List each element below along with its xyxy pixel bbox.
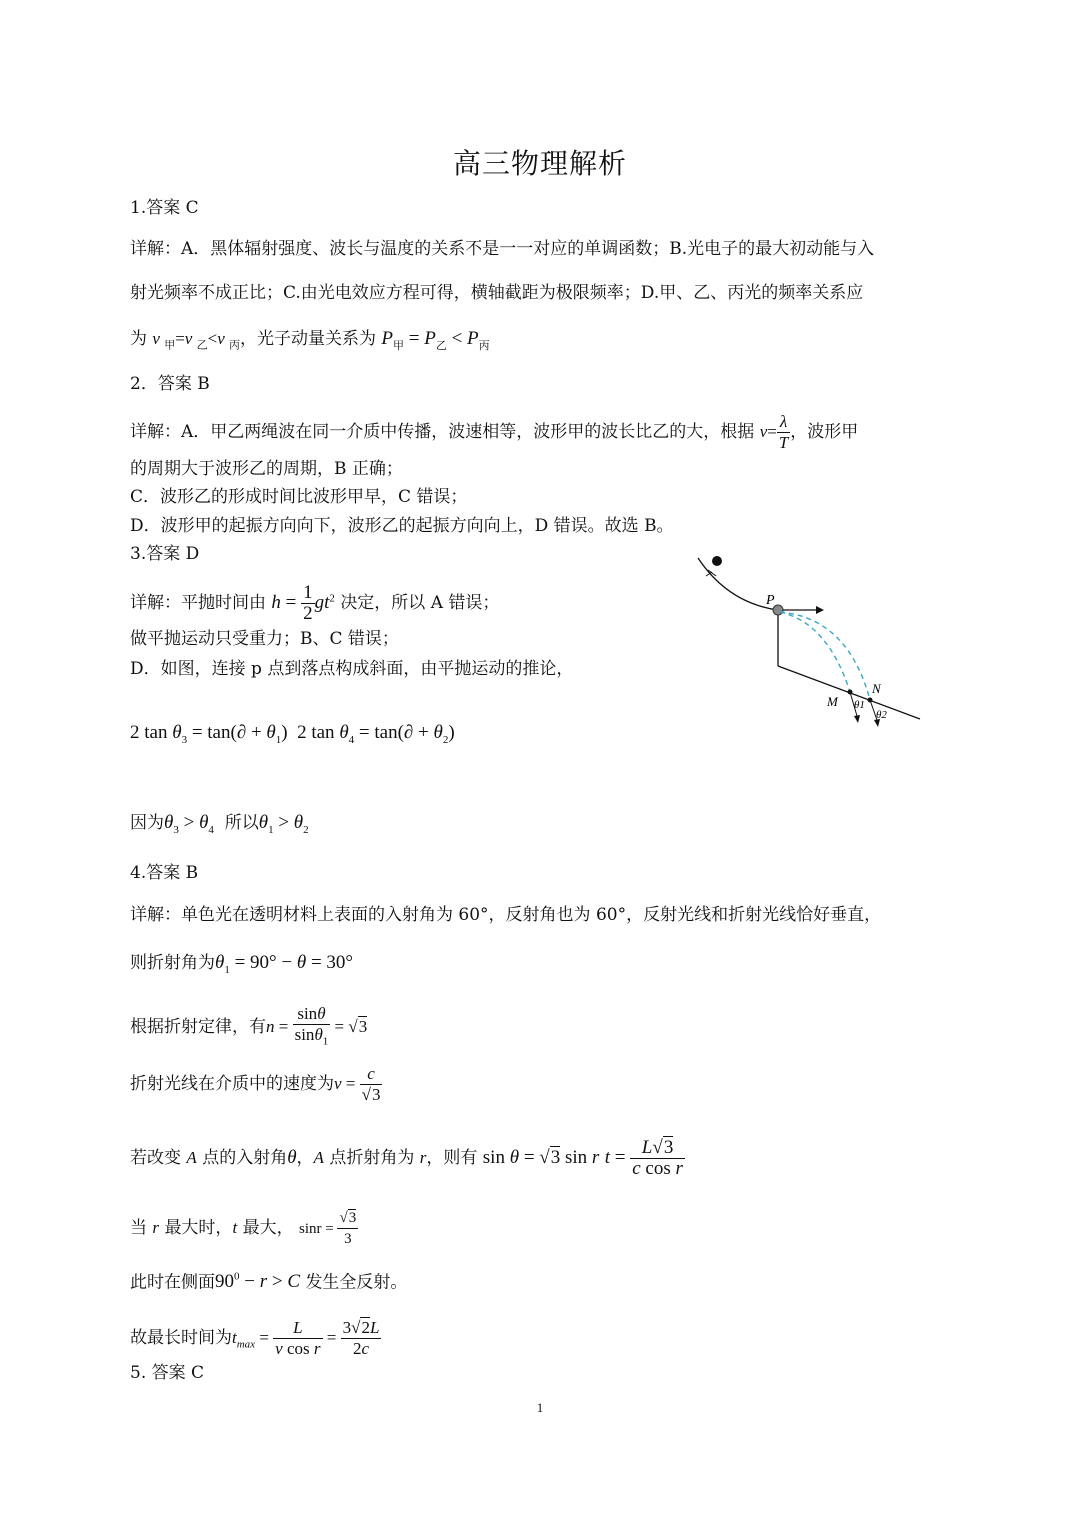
q4-tmax-fraction-2: $\frac{3√2L}{2c}$ [342, 1318, 380, 1358]
q1-line-3-prefix: 为 [130, 329, 147, 349]
q4-line-2-text: 则折射角为 [130, 953, 215, 973]
q4-line-1: 详解：单色光在透明材料上表面的入射角为 60°，反射角也为 60°，反射光线和折射光线恰好垂直， [130, 905, 882, 925]
q4-line-3: 根据折射定律，有n = $\frac{\sin\theta}{\sin\theta_1}$ = √3 [130, 1004, 367, 1051]
q1-momentum-formula: $P_甲 = P_乙 < P_丙$ [381, 328, 490, 352]
q2-wave-formula: v [759, 422, 768, 441]
q2-line-1-text: 详解：A．甲乙两绳波在同一介质中传播，波速相等，波形甲的波长比乙的大，根据 [130, 422, 755, 442]
ball-start-icon [712, 556, 722, 566]
q4-tmax-fraction-1: $\frac{L}{\text{v cos r}}$ [275, 1318, 321, 1358]
q2-lambda-over-T: $\frac{\lambda}{T}$ [778, 412, 789, 452]
label-theta1: θ1 [854, 699, 865, 711]
q4-snell-fraction: $\frac{\sin\theta}{\sin\theta_1}$ [294, 1004, 329, 1048]
label-m: M [827, 694, 838, 709]
q5-answer: 5. 答案 C [130, 1363, 205, 1383]
q2-answer: 2．答案 B [130, 374, 210, 394]
q1-line-3-mid: ，光子动量关系为 [239, 329, 376, 349]
q4-line-5-e: ，则有 [426, 1148, 478, 1168]
q4-line-5-d: 点折射角为 [329, 1148, 415, 1168]
q3-line-1-tail: 决定，所以 A 错误； [340, 593, 500, 613]
q2-line-1: 详解：A．甲乙两绳波在同一介质中传播，波速相等，波形甲的波长比乙的大，根据 v= $\frac{\lambda}{T}$ ，波形甲 [130, 412, 859, 452]
q1-line-1: 详解：A．黑体辐射强度、波长与温度的关系不是一一对应的单调函数；B.光电子的最大初动能与入 [130, 239, 875, 259]
q1-line-3 [130, 328, 490, 357]
q4-line-7: 此时在侧面$90^0 - r > C$ 发生全反射。 [130, 1271, 408, 1293]
page-title: 高三物理解析 [452, 147, 627, 180]
q1-frequency-formula: v $_甲$=v $_乙$<v $_丙$ [152, 329, 240, 352]
projectile-figure [688, 548, 928, 738]
q4-line-2: 则折射角为$\theta_1 = 90^\circ - \theta = 30^\circ$ [130, 952, 354, 976]
q1-answer: 1.答案 C [130, 198, 199, 218]
q4-line-6-b: 最大时， [164, 1218, 233, 1238]
q4-time-fraction: $\frac{L√3}{\text{c cos r}}$ [632, 1137, 683, 1179]
label-p: P [766, 593, 775, 608]
q4-line-8: 故最长时间为$t_{max}$ = $\frac{L}{\text{v cos r}}$ = $\frac{3√2L}{2c}$ [130, 1318, 380, 1358]
velocity-arrow-icon [816, 606, 824, 614]
q2-line-3: C．波形乙的形成时间比波形甲早，C 错误； [130, 487, 468, 507]
trajectory-n [780, 612, 870, 700]
q4-line-5-b: 点的入射角 [202, 1148, 288, 1168]
q4-line-5-c: ， [296, 1148, 314, 1168]
q4-sinr-fraction: $\frac{√3}{3}$ [339, 1210, 357, 1247]
q4-line-7-a: 此时在侧面 [130, 1272, 215, 1293]
q3-because-label: 因为 [130, 813, 164, 833]
q4-line-4-text: 折射光线在介质中的速度为 [130, 1074, 334, 1094]
q3-therefore-label: 所以 [224, 813, 259, 833]
q3-answer: 3.答案 D [130, 544, 200, 564]
q3-line-2: 做平抛运动只受重力；B、C 错误； [130, 629, 399, 649]
q4-line-3-text: 根据折射定律，有 [130, 1017, 266, 1038]
q4-line-5: 若改变 A 点的入射角θ，A 点折射角为 r，则有 sin θ = √3 sin r t = $\frac{L√3}{\text{c cos r}}$ [130, 1137, 683, 1179]
q4-speed-fraction: $\frac{c}{√3}$ [361, 1064, 381, 1104]
page-number: 1 [536, 1400, 544, 1415]
q4-line-6-a: 当 [130, 1218, 147, 1238]
q4-line-6-c: 最大， [242, 1218, 294, 1238]
q3-line-5: 因为$\theta_3 > \theta_4$ 所以$\theta_1 > \theta_2$ [130, 812, 309, 836]
q4-line-5-a: 若改变 [130, 1148, 181, 1168]
q1-line-2: 射光频率不成正比；C.由光电效应方程可得，横轴截距为极限频率；D.甲、乙、丙光的频率关系应 [130, 283, 864, 303]
q3-tan-relations: 2 $\tan \theta_3 = \tan(\partial + \theta_1)$ 2 $\tan \theta_4 = \tan(\partial + \theta_2)$ [130, 722, 455, 746]
q3-half-fraction: $\frac{1}{2}$ [303, 582, 313, 624]
q3-line-1: 详解：平抛时间由 h = $\frac{1}{2}$ $gt^2$ 决定，所以 A 错误； [130, 582, 500, 624]
q4-line-8-text: 故最长时间为 [130, 1328, 232, 1348]
q4-line-7-b: 发生全反射。 [305, 1272, 408, 1293]
q4-line-4: 折射光线在介质中的速度为v = $\frac{c}{√3}$ [130, 1064, 381, 1104]
q4-line-6: 当 r 最大时，t 最大， sinr = $\frac{√3}{3}$ [130, 1210, 357, 1247]
label-theta2: θ2 [876, 709, 887, 721]
q3-line-3: D．如图，连接 p 点到落点构成斜面，由平抛运动的推论， [130, 659, 574, 679]
q4-answer: 4.答案 B [130, 863, 199, 883]
q2-line-4: D．波形甲的起振方向向下，波形乙的起振方向向上，D 错误。故选 B。 [130, 516, 674, 536]
q3-line-1-text: 详解：平抛时间由 [130, 593, 266, 613]
q2-line-1-tail: ，波形甲 [790, 422, 859, 442]
label-n: N [872, 681, 881, 696]
q3-fall-formula: h [271, 592, 281, 613]
q2-line-2: 的周期大于波形乙的周期，B 正确； [130, 459, 403, 479]
